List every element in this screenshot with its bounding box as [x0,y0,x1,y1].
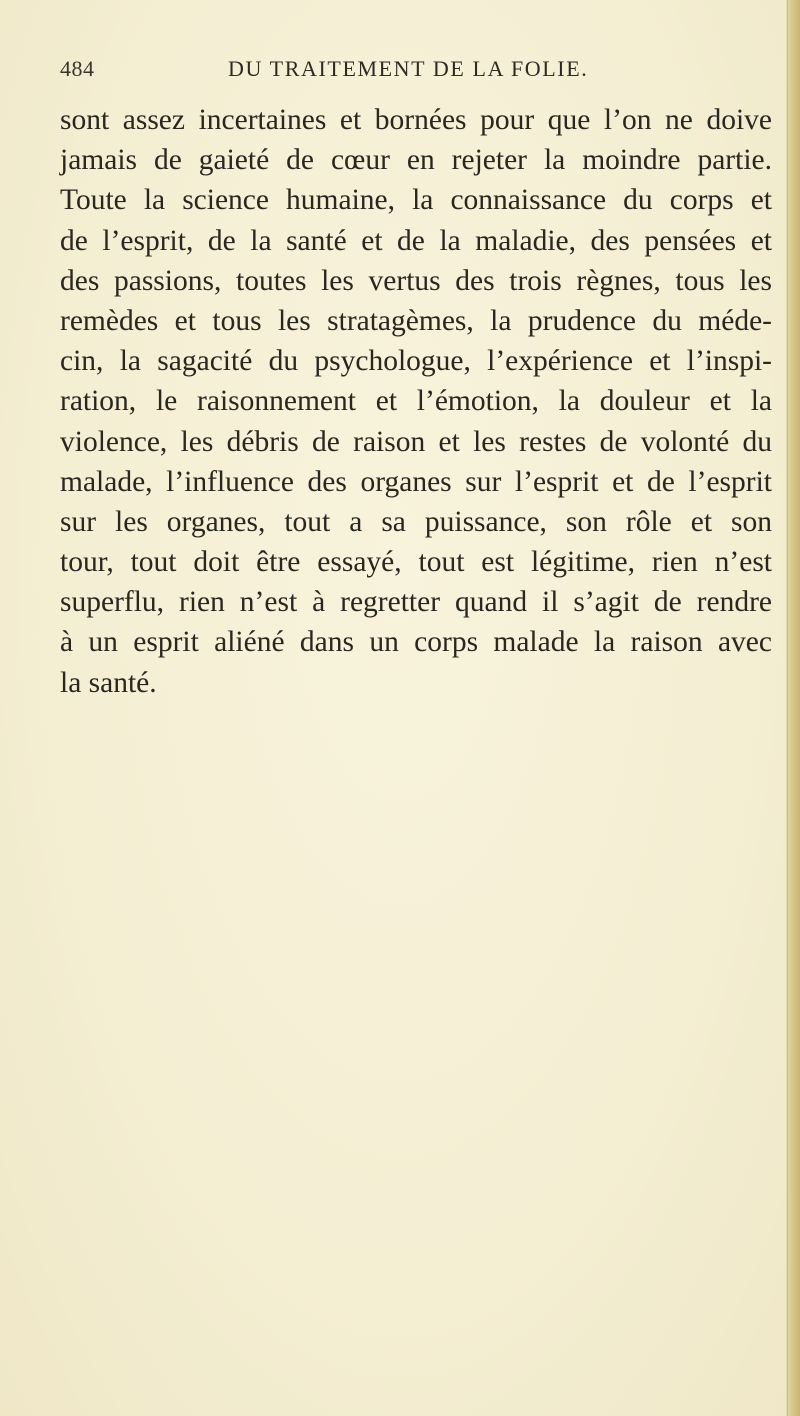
text-line: de l’esprit, de la santé et de la maladie, des pensées et [60,224,772,257]
text-line: cin, la sagacité du psychologue, l’expérience et l’inspi- [60,345,772,378]
text-line: jamais de gaieté de cœur en rejeter la moindre partie. [60,144,772,177]
text-line: malade, l’influence des organes sur l’esprit et de l’esprit [60,465,772,498]
text-line: remèdes et tous les stratagèmes, la prudence du méde- [60,304,772,337]
text-line: Toute la science humaine, la connaissance du corps et [60,184,772,217]
page-header [60,56,760,92]
text-line: des passions, toutes les vertus des trois règnes, tous les [60,264,772,297]
text-line: sur les organes, tout a sa puissance, son rôle et son [60,505,772,538]
text-line: violence, les débris de raison et les restes de volonté du [60,425,772,458]
page-number: 484 [60,56,95,81]
text-line: ration, le raisonnement et l’émotion, la douleur et la [60,385,772,418]
body-paragraph [60,100,772,703]
page-edge-line [787,0,788,1416]
page-edge [786,0,800,1416]
text-line-last: la santé. [60,666,157,699]
text-line: à un esprit aliéné dans un corps malade la raison avec [60,626,772,659]
running-head: DU TRAITEMENT DE LA FOLIE. [228,56,589,81]
text-line: sont assez incertaines et bornées pour que l’on ne doive [60,104,772,136]
text-line: superflu, rien n’est à regretter quand il s’agit de rendre [60,586,772,619]
text-line: tour, tout doit être essayé, tout est légitime, rien n’est [60,546,772,579]
